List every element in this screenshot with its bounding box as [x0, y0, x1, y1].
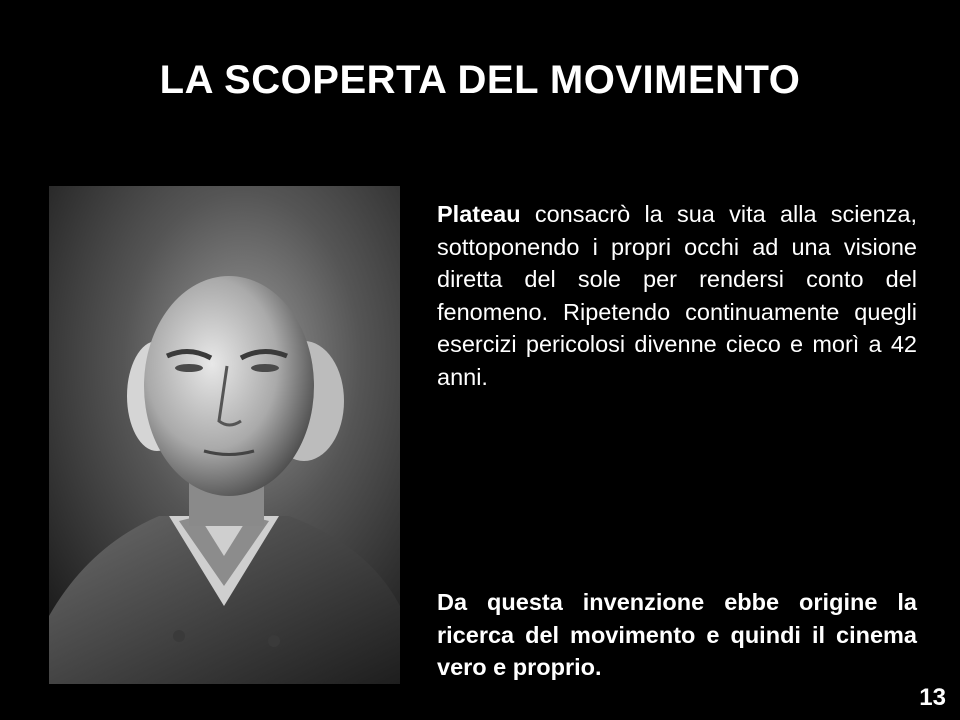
- body-paragraph: [437, 198, 917, 393]
- closing-paragraph: Da questa invenzione ebbe origine la ricerca del movimento e quindi il cinema vero e proprio.: [437, 589, 917, 680]
- body-text: consacrò la sua vita alla scienza, sottoponendo i propri occhi ad una visione diretta del sole per rendersi conto del fenomeno. Ripetendo continuamente quegli esercizi pericolosi divenne cieco e morì a 42 anni.: [437, 201, 917, 390]
- portrait-photo: [49, 186, 400, 684]
- page-number: 13: [919, 684, 946, 711]
- body-name: Plateau: [437, 201, 521, 227]
- slide-title: LA SCOPERTA DEL MOVIMENTO: [159, 58, 801, 102]
- portrait-illustration: [49, 186, 400, 684]
